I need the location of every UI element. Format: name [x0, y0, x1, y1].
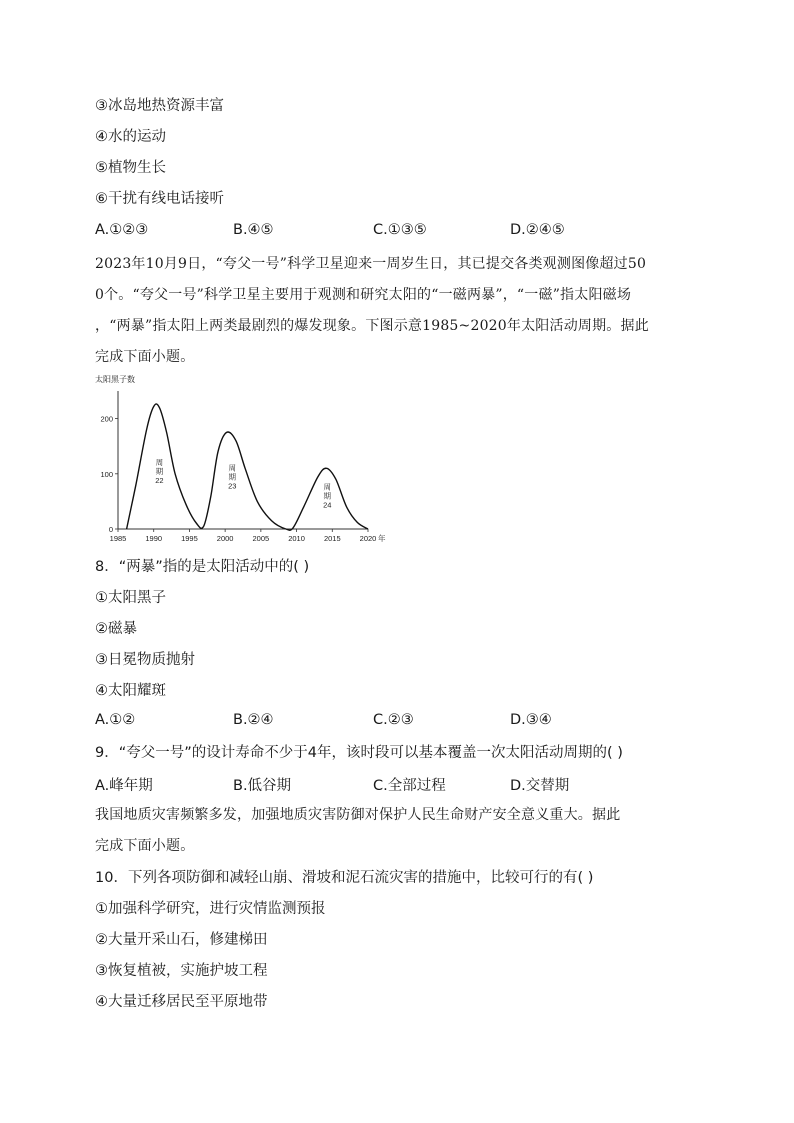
list-item: ④太阳耀斑	[95, 683, 166, 699]
passage-line: 完成下面小题。	[95, 349, 195, 365]
x-tick-label: 2015	[323, 534, 341, 543]
option-c[interactable]: C.全部过程	[373, 778, 446, 794]
sunspot-cycle-chart	[95, 372, 395, 548]
list-item: ②磁暴	[95, 621, 137, 637]
x-tick-label: 1990	[145, 534, 163, 543]
list-item: ⑤植物生长	[95, 160, 166, 176]
y-tick-label: 200	[100, 414, 113, 424]
y-tick-label: 0	[108, 525, 113, 534]
list-item: ⑥干扰有线电话接听	[95, 191, 224, 207]
chart-ticks	[100, 415, 386, 543]
cycle-label: 24	[323, 500, 332, 510]
cycle-label: 期	[323, 491, 332, 501]
cycle-label: 周	[155, 457, 164, 467]
list-item: ①太阳黑子	[95, 590, 166, 606]
x-axis-unit: 年	[378, 534, 386, 543]
option-b[interactable]: B.②④	[233, 712, 274, 728]
list-item: ④水的运动	[95, 129, 166, 145]
passage-line: 我国地质灾害频繁多发，加强地质灾害防御对保护人民生命财产安全意义重大。据此	[95, 807, 621, 823]
option-a[interactable]: A.①②	[95, 712, 136, 728]
list-item: ②大量开采山石，修建梯田	[95, 932, 268, 948]
passage-line: 2023年10月9日，“夸父一号”科学卫星迎来一周岁生日，其已提交各类观测图像超过50	[95, 256, 647, 272]
cycle-labels	[155, 458, 331, 510]
cycle-label: 期	[155, 466, 164, 476]
y-tick-label: 100	[100, 469, 113, 479]
list-item: ①加强科学研究，进行灾情监测预报	[95, 901, 326, 917]
passage-line: 完成下面小题。	[95, 838, 195, 854]
option-d[interactable]: D.交替期	[510, 778, 570, 794]
option-c[interactable]: C.②③	[373, 712, 414, 728]
list-item: ③冰岛地热资源丰富	[95, 98, 224, 114]
cycle-label: 期	[228, 472, 237, 482]
cycle-label: 周	[323, 482, 332, 492]
option-a[interactable]: A.峰年期	[95, 778, 153, 794]
x-tick-label: 2000	[216, 534, 234, 543]
list-item: ③恢复植被，实施护坡工程	[95, 963, 268, 979]
list-item: ④大量迁移居民至平原地带	[95, 994, 268, 1010]
q7-options	[95, 222, 715, 242]
question-8-stem: 8．“两暴”指的是太阳活动中的( )	[95, 559, 310, 575]
list-item: ③日冕物质抛射	[95, 652, 195, 668]
option-a[interactable]: A.①②③	[95, 222, 149, 238]
cycle-label: 22	[155, 475, 164, 485]
x-tick-label: 2020	[359, 534, 377, 543]
question-10-stem: 10．下列各项防御和减轻山崩、滑坡和泥石流灾害的措施中，比较可行的有( )	[95, 870, 594, 886]
x-tick-label: 1995	[181, 534, 198, 543]
option-b[interactable]: B.低谷期	[233, 778, 292, 794]
y-axis-label: 太阳黑子数	[95, 375, 135, 384]
x-tick-label: 1985	[109, 534, 127, 543]
x-tick-label: 2010	[288, 534, 305, 543]
cycle-label: 周	[228, 463, 237, 473]
q9-options	[95, 774, 715, 794]
cycle-label: 23	[228, 481, 237, 491]
passage-line: ，“两暴”指太阳上两类最剧烈的爆发现象。下图示意1985~2020年太阳活动周期。据此	[95, 318, 649, 334]
question-9-stem: 9．“夸父一号”的设计寿命不少于4年，该时段可以基本覆盖一次太阳活动周期的( )	[95, 745, 623, 761]
passage-line: 0个。“夸父一号”科学卫星主要用于观测和研究太阳的“一磁两暴”，“一磁”指太阳磁场	[95, 287, 632, 303]
q8-options	[95, 712, 715, 732]
option-d[interactable]: D.②④⑤	[510, 222, 565, 238]
option-b[interactable]: B.④⑤	[233, 222, 274, 238]
option-c[interactable]: C.①③⑤	[373, 222, 427, 238]
x-tick-label: 2005	[252, 534, 270, 543]
option-d[interactable]: D.③④	[510, 712, 552, 728]
